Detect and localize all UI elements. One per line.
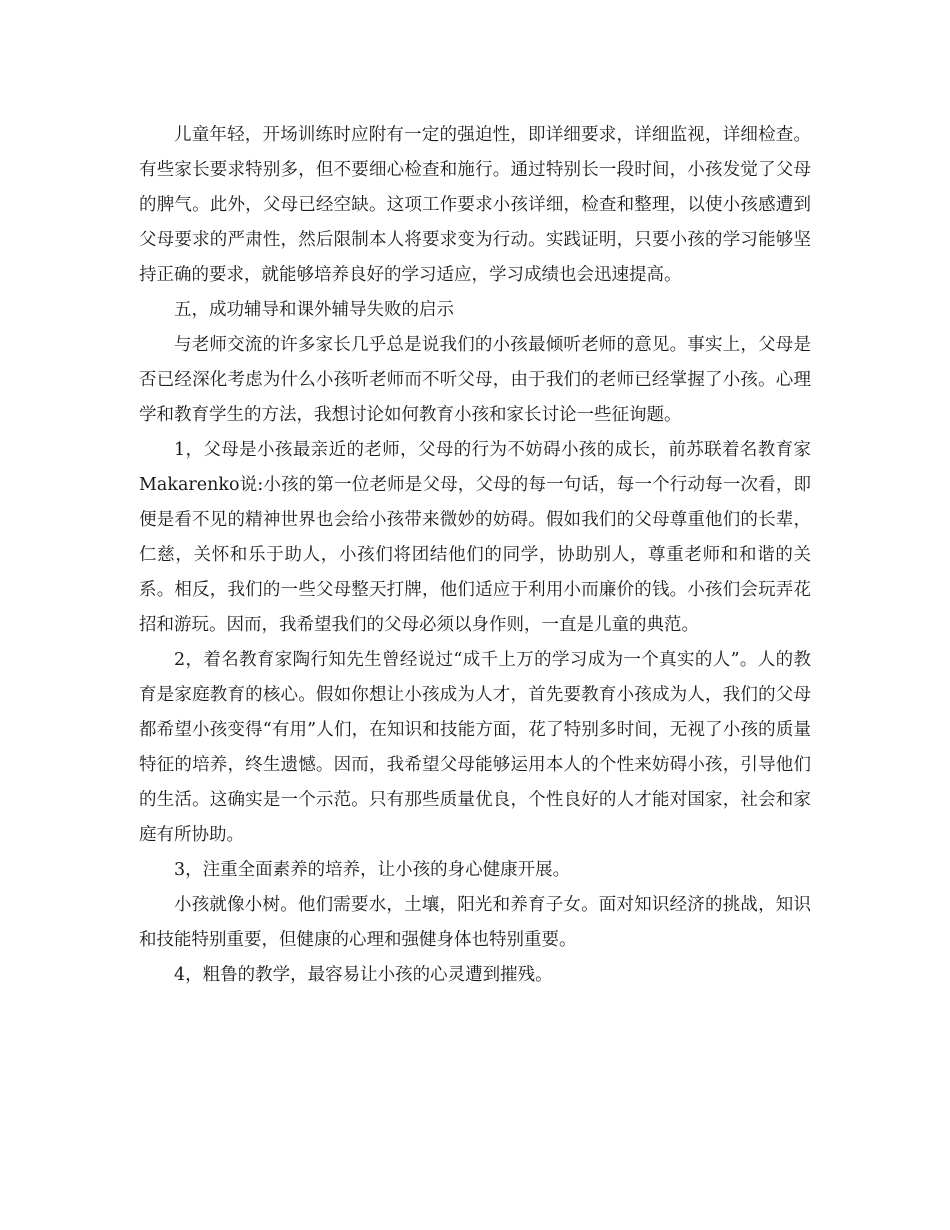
paragraph-tree-metaphor: 小孩就像小树。他们需要水，土壤，阳光和养育子女。面对知识经济的挑战，知识和技能特别重要，但健康的心理和强健身体也特别重要。 bbox=[139, 895, 811, 950]
paragraph-point-1: 1，父母是小孩最亲近的老师，父母的行为不妨碍小孩的成长，前苏联着名教育家Makarenko说:小孩的第一位老师是父母，父母的每一句话，每一个行动每一次看，即便是看不见的精神世界也会给小孩带来微妙的妨碍。假如我们的父母尊重他们的长辈，仁慈，关怀和乐于助人，小孩们将团结他们的同学，协助别人，尊重老师和和谐的关系。相反，我们的一些父母整天打牌，他们适应于利用小而廉价的钱。小孩们会玩弄花招和游玩。因而，我希望我们的父母必须以身作则，一直是儿童的典范。 bbox=[139, 440, 811, 635]
paragraph-teacher-communication: 与老师交流的许多家长几乎总是说我们的小孩最倾听老师的意见。事实上，父母是否已经深化考虑为什么小孩听老师而不听父母，由于我们的老师已经掌握了小孩。心理学和教育学生的方法，我想讨论如何教育小孩和家长讨论一些征询题。 bbox=[139, 335, 811, 425]
paragraph-point-2: 2，着名教育家陶行知先生曾经说过“成千上万的学习成为一个真实的人”。人的教育是家庭教育的核心。假如你想让小孩成为人才，首先要教育小孩成为人，我们的父母都希望小孩变得“有用”人们，在知识和技能方面，花了特别多时间，无视了小孩的质量特征的培养，终生遗憾。因而，我希望父母能够运用本人的个性来妨碍小孩，引导他们的生活。这确实是一个示范。只有那些质量优良，个性良好的人才能对国家，社会和家庭有所协助。 bbox=[139, 650, 811, 845]
paragraph-point-4: 4，粗鲁的教学，最容易让小孩的心灵遭到摧残。 bbox=[174, 965, 553, 985]
paragraph-point-3: 3，注重全面素养的培养，让小孩的身心健康开展。 bbox=[174, 860, 571, 880]
document-body bbox=[139, 118, 811, 993]
paragraph-training: 儿童年轻，开场训练时应附有一定的强迫性，即详细要求，详细监视，详细检查。有些家长要求特别多，但不要细心检查和施行。通过特别长一段时间，小孩发觉了父母的脾气。此外，父母已经空缺。这项工作要求小孩详细，检查和整理，以使小孩感遭到父母要求的严肃性，然后限制本人将要求变为行动。实践证明，只要小孩的学习能够坚持正确的要求，就能够培养良好的学习适应，学习成绩也会迅速提高。 bbox=[139, 125, 811, 285]
section-heading: 五，成功辅导和课外辅导失败的启示 bbox=[174, 300, 454, 320]
